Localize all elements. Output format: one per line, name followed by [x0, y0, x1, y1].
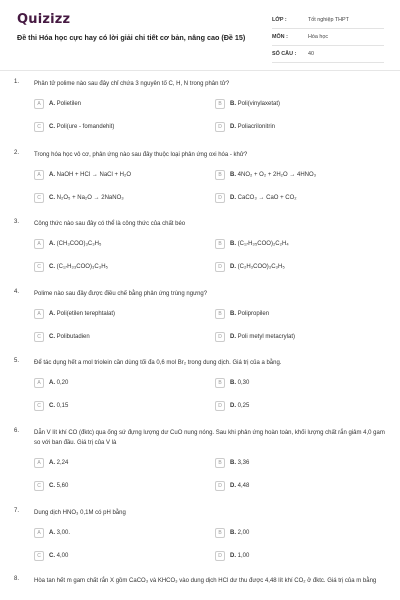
- option-b[interactable]: B B. 0,30: [215, 376, 249, 390]
- option-a[interactable]: A A. Polietilen: [34, 97, 81, 111]
- question-number: 1.: [14, 79, 20, 85]
- option-box[interactable]: C: [34, 262, 44, 272]
- option-box[interactable]: A: [34, 99, 44, 109]
- option-box[interactable]: C: [34, 122, 44, 132]
- option-box[interactable]: A: [34, 239, 44, 249]
- meta-table: [272, 12, 384, 63]
- option-box[interactable]: C: [34, 401, 44, 411]
- option-b[interactable]: B B. (C₁₇H₃₅COO)₂C₂H₄: [215, 237, 289, 251]
- option-a[interactable]: A A. 0,20: [34, 376, 68, 390]
- option-box[interactable]: A: [34, 458, 44, 468]
- option-box[interactable]: D: [215, 401, 225, 411]
- question-number: 4.: [14, 289, 20, 295]
- question-number: 7.: [14, 508, 20, 514]
- option-c[interactable]: C C. 0,15: [34, 399, 68, 413]
- option-a[interactable]: A A. (CH₃COO)₃C₃H₅: [34, 237, 101, 251]
- meta-row-count: [272, 46, 384, 63]
- option-box[interactable]: D: [215, 122, 225, 132]
- option-b[interactable]: B B. Polipropilen: [215, 307, 269, 321]
- option-d[interactable]: D D. Poliacrilonitrin: [215, 120, 275, 134]
- option-c[interactable]: C C. Poli(ure - fomandehit): [34, 120, 114, 134]
- meta-value: Hóa học: [308, 34, 329, 40]
- option-box[interactable]: B: [215, 239, 225, 249]
- option-box[interactable]: D: [215, 481, 225, 491]
- document-title: Đề thi Hóa học cực hay có lời giải chi tiết cơ bản, nâng cao (Đề 15): [17, 33, 246, 42]
- option-a[interactable]: A A. 2,24: [34, 456, 68, 470]
- question-text: Phân tử polime nào sau đây chỉ chứa 3 nguyên tố C, H, N trong phân tử?: [34, 81, 230, 87]
- quizizz-logo: Quizizz: [17, 12, 71, 27]
- question-number: 5.: [14, 358, 20, 364]
- meta-row-subject: [272, 29, 384, 46]
- option-box[interactable]: A: [34, 378, 44, 388]
- question-text: Công thức nào sau đây có thể là công thức của chất béo: [34, 221, 186, 227]
- option-box[interactable]: A: [34, 309, 44, 319]
- option-b[interactable]: B B. 2,00: [215, 526, 249, 540]
- option-b[interactable]: B B. 3,36: [215, 456, 249, 470]
- question-number: 8.: [14, 576, 20, 582]
- option-c[interactable]: C C. 4,00: [34, 549, 68, 563]
- question-text: Để tác dụng hết a mol triolein cần dùng tối đa 0,6 mol Br₂ trong dung dịch. Giá trị của a bằng.: [34, 360, 282, 366]
- option-box[interactable]: A: [34, 528, 44, 538]
- question-text: Dung dịch HNO₃ 0,1M có pH bằng: [34, 510, 126, 516]
- question-text: Dẫn V lít khí CO (đktc) qua ống sứ đựng lượng dư CuO nung nóng. Sau khi phản ứng hoàn toàn, khối lượng chất rắn giảm 4,0 gam so với ban đầu. Giá trị của V là: [34, 430, 385, 446]
- question-text: Trong hóa học vô cơ, phản ứng nào sau đây thuộc loại phản ứng oxi hóa - khử?: [34, 152, 248, 158]
- option-b[interactable]: B B. 4NO₂ + O₂ + 2H₂O → 4HNO₃: [215, 168, 316, 182]
- option-box[interactable]: C: [34, 551, 44, 561]
- option-box[interactable]: D: [215, 551, 225, 561]
- option-b[interactable]: B B. Poli(vinylaxetat): [215, 97, 280, 111]
- option-box[interactable]: B: [215, 528, 225, 538]
- option-d[interactable]: D D. 1,00: [215, 549, 249, 563]
- option-c[interactable]: C C. Polibutadien: [34, 330, 90, 344]
- option-box[interactable]: D: [215, 193, 225, 203]
- question-number: 3.: [14, 219, 20, 225]
- option-d[interactable]: D D. 4,48: [215, 479, 249, 493]
- option-d[interactable]: D D. CaCO₃ → CaO + CO₂: [215, 191, 297, 205]
- option-a[interactable]: A A. Poli(etilen terephtalat): [34, 307, 115, 321]
- option-box[interactable]: A: [34, 170, 44, 180]
- option-c[interactable]: C C. N₂O₅ + Na₂O → 2NaNO₃: [34, 191, 124, 205]
- option-box[interactable]: B: [215, 309, 225, 319]
- option-box[interactable]: D: [215, 332, 225, 342]
- option-c[interactable]: C C. 5,60: [34, 479, 68, 493]
- option-box[interactable]: B: [215, 378, 225, 388]
- page-header: [0, 0, 400, 70]
- option-box[interactable]: B: [215, 99, 225, 109]
- meta-value: Tốt nghiệp THPT: [308, 17, 349, 23]
- option-box[interactable]: D: [215, 262, 225, 272]
- meta-label: SỐ CÂU :: [272, 51, 297, 57]
- option-box[interactable]: B: [215, 458, 225, 468]
- option-box[interactable]: C: [34, 481, 44, 491]
- question-text: Hòa tan hết m gam chất rắn X gồm CaCO₃ và KHCO₃ vào dung dịch HCl dư thu được 4,48 lít khí CO₂ ở đktc. Giá trị của m bằng: [34, 578, 377, 584]
- option-c[interactable]: C C. (C₁₇H₃₃COO)₃C₃H₅: [34, 260, 108, 274]
- header-divider: [0, 70, 400, 71]
- option-a[interactable]: A A. 3,00.: [34, 526, 70, 540]
- option-a[interactable]: A A. NaOH + HCl → NaCl + H₂O: [34, 168, 131, 182]
- meta-row-class: [272, 12, 384, 29]
- meta-value: 40: [308, 51, 314, 57]
- option-d[interactable]: D D. (C₂H₃COO)₃C₃H₅: [215, 260, 285, 274]
- option-d[interactable]: D D. Poli metyl metacrylat): [215, 330, 295, 344]
- question-number: 6.: [14, 428, 20, 434]
- option-box[interactable]: C: [34, 193, 44, 203]
- question-number: 2.: [14, 150, 20, 156]
- meta-label: LỚP :: [272, 17, 287, 23]
- question-text: Polime nào sau đây được điều chế bằng phản ứng trùng ngưng?: [34, 291, 208, 297]
- option-box[interactable]: C: [34, 332, 44, 342]
- option-d[interactable]: D D. 0,25: [215, 399, 249, 413]
- meta-label: MÔN :: [272, 34, 288, 40]
- option-box[interactable]: B: [215, 170, 225, 180]
